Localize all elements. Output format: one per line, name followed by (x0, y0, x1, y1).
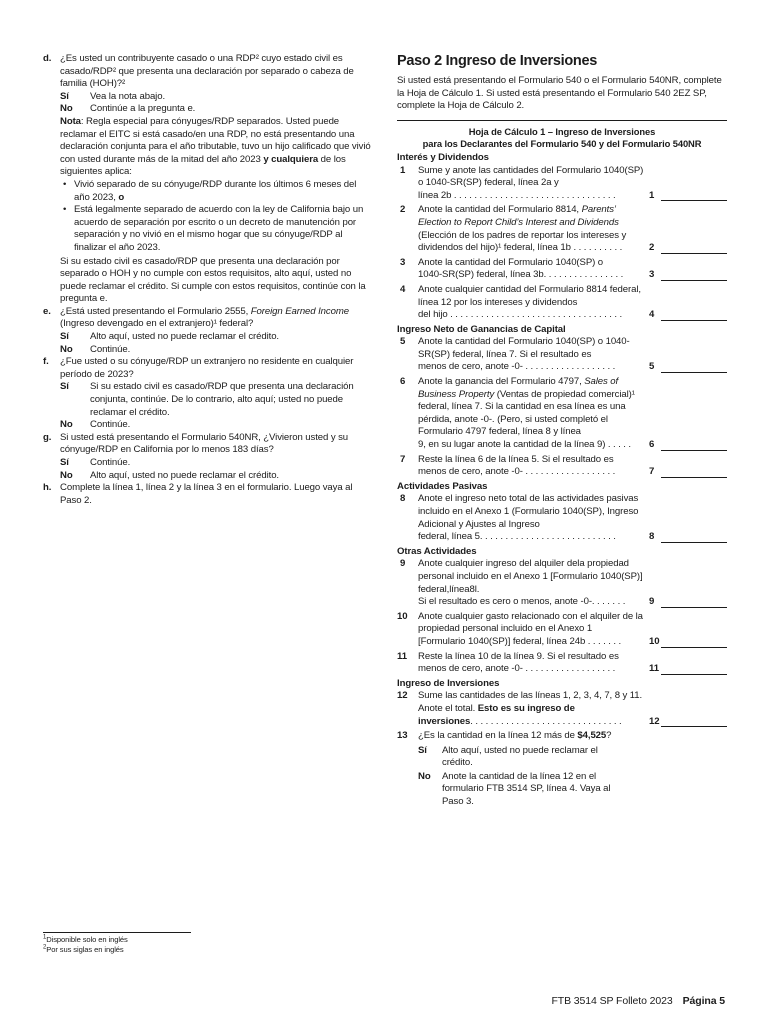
question-label: e. (43, 305, 51, 317)
line-number: 9 (400, 558, 406, 570)
entry-line-number: 1 (649, 189, 655, 201)
entry-field[interactable] (647, 597, 727, 609)
line-number: 11 (397, 650, 407, 662)
footnote-text: Disponible solo en inglés (46, 935, 128, 944)
footnote-1: $^1$Disponible solo en inglés (43, 934, 128, 944)
bullet-emphasis: o (118, 191, 125, 203)
entry-underline (661, 372, 727, 373)
line-text: (Elección de los padres de reportar los intereses y (418, 229, 627, 241)
worksheet-line-2 (397, 204, 727, 254)
entry-line-number: 2 (649, 242, 655, 254)
worksheet-line-7 (397, 454, 727, 479)
worksheet-section-heading: Interés y Dividendos (397, 151, 489, 163)
footnotes (43, 935, 128, 954)
worksheet-line-9 (397, 558, 727, 608)
worksheet-line-13 (397, 730, 727, 743)
leader-dots: . . . . . . . . . . . . . . . . . . . . . . . . . . . . . . (470, 715, 622, 727)
entry-line-number: 8 (649, 531, 655, 543)
answer-text: Si su estado civil es casado/RDP que presenta una declaración conjunta, continúe. De lo contrario, alto aquí; usted no puede reclamar el crédito. (90, 381, 354, 418)
section-heading: Paso 2 Ingreso de Inversiones (397, 53, 598, 69)
line-text: Anote la cantidad del Formulario 1040(SP) o (418, 256, 604, 268)
entry-field[interactable] (647, 310, 727, 322)
question-e (43, 306, 373, 356)
worksheet-section-heading: Ingreso Neto de Ganancias de Capital (397, 323, 566, 335)
question-label: g. (43, 431, 52, 443)
question-label: f. (43, 356, 49, 368)
entry-field[interactable] (647, 716, 727, 728)
right-column (397, 53, 727, 809)
question-label: h. (43, 482, 52, 494)
line-number: 2 (400, 204, 406, 216)
line-text: Anote cualquier ingreso del alquiler dela propiedad personal incluido en el Anexo 1 [Formulario 1040(SP)] federal,línea8l. (418, 558, 643, 595)
question-text: ¿Fue usted o su cónyuge/RDP un extranjero no residente en cualquier período de 2023? (60, 356, 354, 380)
line-text-leader: menos de cero, anote -0- . . . . . . . . . . . . . . . . . . (418, 466, 616, 478)
answer-text: Continúe. (90, 457, 131, 468)
line-text: ? (606, 730, 612, 742)
line-text-leader: dividendos del hijo)¹ federal, línea 1b . . . . . . . . . . (418, 242, 623, 254)
entry-field[interactable] (647, 270, 727, 282)
answer-si (60, 457, 373, 470)
answer-key: No (60, 419, 73, 431)
answer-key: Sí (60, 331, 69, 343)
line-text: Anote cualquier cantidad del Formulario 8814 federal, línea 12 por los intereses y dividendos (418, 283, 641, 308)
entry-field[interactable] (647, 362, 727, 374)
line-text: Sume y anote las cantidades del Formulario 1040(SP) o 1040-SR(SP) federal, línea 2a y (418, 164, 644, 189)
page-footer (551, 995, 725, 1008)
line-number: 8 (400, 493, 406, 505)
worksheet-section-heading: Actividades Pasivas (397, 480, 488, 492)
line-13-answer-no (397, 771, 727, 809)
line-text-leader: menos de cero, anote -0- . . . . . . . . . . . . . . . . . . (418, 361, 616, 373)
question-h (43, 482, 373, 507)
line-text-leader: menos de cero, anote -0- . . . . . . . . . . . . . . . . . . (418, 663, 616, 675)
question-g (43, 432, 373, 482)
line-number: 3 (400, 256, 406, 268)
answer-no (60, 470, 373, 483)
entry-underline (661, 674, 727, 675)
entry-line-number: 11 (649, 663, 659, 675)
entry-underline (661, 320, 727, 321)
special-rule-note (60, 116, 373, 179)
entry-underline (661, 477, 727, 478)
entry-line-number: 4 (649, 309, 655, 321)
worksheet-line-6 (397, 376, 727, 452)
page-number: Página 5 (682, 995, 725, 1007)
line-emphasis: inversiones (418, 715, 471, 727)
entry-line-number: 6 (649, 439, 655, 451)
line-text: ¿Es la cantidad en la línea 12 más de (418, 730, 578, 742)
entry-line-number: 10 (649, 635, 660, 647)
line-number: 4 (400, 283, 406, 295)
question-text: ¿Es usted un contribuyente casado o una RDP² cuyo estado civil es casado/RDP² que presenta una declaración por separado o cabeza de familia (HOH)?² (60, 53, 354, 90)
answer-text: Continúe. (90, 343, 131, 355)
entry-underline (661, 726, 727, 727)
worksheet-title: Hoja de Cálculo 1 – Ingreso de Inversiones (468, 125, 656, 137)
answer-si (60, 331, 373, 344)
line-text: Anote la cantidad del Formulario 1040(SP) o 1040-SR(SP) federal, línea 7. Si el resultado es (418, 336, 630, 360)
bullet-text: Está legalmente separado de acuerdo con la ley de California bajo un acuerdo de separación por escrito o un decreto de manutención por separación y no vivió en el mismo hogar que su cónyuge/RDP al finalizar el año 2023. (74, 204, 364, 253)
entry-field[interactable] (647, 637, 727, 649)
line-number: 1 (400, 164, 406, 176)
question-d (43, 53, 373, 306)
answer-si (60, 91, 373, 104)
answer-key: No (418, 770, 431, 782)
answer-key: Sí (60, 381, 69, 393)
form-identifier: FTB 3514 SP Folleto 2023 (551, 995, 673, 1007)
entry-line-number: 12 (649, 715, 660, 727)
worksheet-line-12 (397, 690, 727, 728)
answer-text: Continúe a la pregunta e. (90, 103, 196, 115)
bullet-text: Vivió separado de su cónyuge/RDP durante los últimos 6 meses del año 2023, (74, 178, 357, 203)
worksheet-line-8 (397, 493, 727, 543)
answer-key: No (60, 343, 73, 355)
answer-key: Sí (60, 457, 69, 468)
line-text-leader: federal, línea 5. . . . . . . . . . . . . . . . . . . . . . . . . . . (418, 531, 616, 543)
line-13-answer-si (397, 745, 727, 770)
requirements-paragraph: Si su estado civil es casado/RDP que presenta una declaración por separado o HOH y no cumple con estos requisitos, alto aquí, usted no puede reclamar el crédito. Si cumple con estos requisitos, continúe con la pregunta e. (60, 255, 366, 305)
note-label: Nota (60, 115, 81, 127)
line-text: Reste la línea 10 de la línea 9. Si el resultado es (418, 650, 619, 662)
question-text-part: (Ingreso devengado en el extranjero)¹ federal? (60, 318, 254, 330)
entry-field[interactable] (647, 467, 727, 479)
bullet-item (60, 179, 373, 204)
entry-underline (661, 607, 727, 608)
line-text-leader: 1040-SR(SP) federal, línea 3b. . . . . . . . . . . . . . . . (418, 269, 624, 281)
entry-underline (661, 647, 727, 648)
entry-underline (661, 280, 727, 281)
worksheet-line-10 (397, 611, 727, 649)
line-number: 13 (397, 730, 408, 742)
entry-line-number: 9 (649, 596, 655, 608)
line-text: Anote la ganancia del Formulario 4797, (418, 376, 585, 388)
form-title: Foreign Earned Income (250, 305, 349, 317)
footnote-text: Por sus siglas en inglés (46, 944, 124, 954)
line-text: Anote la cantidad del Formulario 8814, (418, 204, 582, 216)
question-text-part: ¿Está usted presentando el Formulario 2555, (60, 305, 251, 317)
answer-key: Sí (418, 744, 427, 756)
instruction-text: Complete la línea 1, línea 2 y la línea 3 en el formulario. Luego vaya al Paso 2. (60, 482, 353, 506)
note-text-end: de los siguientes aplica: (60, 153, 346, 178)
answer-no (60, 419, 373, 432)
note-text: : Regla especial para cónyuges/RDP separados. Usted puede reclamar el EITC si está casado/en una RDP, no está presentando una declaración conjunta para el año tributable, tuvo un hijo calificado que vivió con usted durante más de la mitad del año 2023 (60, 115, 371, 165)
line-text-leader: del hijo . . . . . . . . . . . . . . . . . . . . . . . . . . . . . . . . . . (418, 309, 623, 321)
threshold-amount: $4,525 (577, 730, 607, 742)
entry-field[interactable] (647, 664, 727, 676)
worksheet-subtitle: para los Declarantes del Formulario 540 y del Formulario 540NR (422, 138, 702, 150)
line-text: Reste la línea 6 de la línea 5. Si el resultado es (418, 453, 614, 465)
entry-field[interactable] (647, 440, 727, 452)
question-text: Si usted está presentando el Formulario 540NR, ¿Vivieron usted y su cónyuge/RDP en California por lo menos 183 días? (60, 431, 349, 456)
worksheet-section-heading: Ingreso de Inversiones (397, 677, 500, 689)
line-text-leader: Si el resultado es cero o menos, anote -0-. . . . . . . (418, 596, 626, 608)
footnote-divider (43, 932, 191, 933)
answer-text: Alto aquí, usted no puede reclamar el crédito. (442, 744, 598, 769)
entry-line-number: 5 (649, 361, 655, 373)
line-text-leader (418, 716, 647, 729)
line-text: Anote cualquier gasto relacionado con el alquiler de la propiedad personal incluido en el Anexo 1 (418, 610, 643, 635)
line-text-leader: línea 2b . . . . . . . . . . . . . . . . . . . . . . . . . . . . . . . . (418, 189, 616, 201)
answer-key: Sí (60, 90, 69, 102)
left-column (43, 53, 373, 507)
line-number: 5 (400, 336, 406, 348)
form-title: Parents’ Election to Report Child’s Interest and Dividends (418, 204, 619, 228)
line-number: 6 (400, 376, 406, 388)
answer-key: No (60, 469, 73, 481)
worksheet-line-11 (397, 651, 727, 676)
answer-text: Anote la cantidad de la línea 12 en el formulario FTB 3514 SP, línea 4. Vaya al Paso 3. (442, 770, 611, 808)
worksheet-line-1 (397, 165, 727, 203)
entry-underline (661, 253, 727, 254)
worksheet-line-4 (397, 284, 727, 322)
answer-no (60, 103, 373, 116)
answer-si (60, 381, 373, 419)
answer-key: No (60, 103, 73, 115)
line-number: 12 (397, 690, 408, 702)
answer-text: Vea la nota abajo. (90, 90, 166, 102)
bullet-item (60, 204, 373, 254)
note-emphasis: y cualquiera (263, 153, 319, 165)
question-label: d. (43, 53, 52, 64)
answer-text: Alto aquí, usted no puede reclamar el crédito. (90, 469, 279, 481)
entry-underline (661, 450, 727, 451)
line-text-leader: 9, en su lugar anote la cantidad de la línea 9) . . . . . (418, 439, 631, 451)
entry-field[interactable] (647, 243, 727, 255)
form-title: Sales of Business Property (418, 376, 619, 400)
entry-line-number: 7 (649, 466, 655, 478)
entry-underline (661, 542, 727, 543)
answer-text: Alto aquí, usted no puede reclamar el crédito. (90, 331, 279, 343)
line-number: 7 (400, 453, 406, 465)
line-text: (Ventas de propiedad comercial)¹ federal, línea 7. Si la cantidad en esa línea es una pérdida, anote -0-. (Pero, si usted completó el Formulario 4797 federal, línea 8 y línea (418, 388, 635, 438)
line-text: Sume las cantidades de las líneas 1, 2, 3, 4, 7, 8 y 11. Anote el total. (418, 690, 643, 714)
entry-field[interactable] (647, 532, 727, 544)
answer-text: Continúe. (90, 419, 131, 431)
section-intro: Si usted está presentando el Formulario 540 o el Formulario 540NR, complete la Hoja de Cálculo 1. Si usted está presentando el Formulario 540 2EZ SP, complete la Hoja de Cálculo 2. (397, 75, 722, 112)
entry-field[interactable] (647, 190, 727, 202)
question-f (43, 356, 373, 432)
line-text-leader: [Formulario 1040(SP)] federal, línea 24b . . . . . . . (418, 635, 622, 647)
worksheet-line-3 (397, 257, 727, 282)
worksheet-1 (397, 120, 727, 809)
worksheet-section-heading: Otras Actividades (397, 545, 477, 557)
question-text (60, 306, 373, 331)
worksheet-line-5 (397, 336, 727, 374)
line-text: Anote el ingreso neto total de las actividades pasivas incluido en el Anexo 1 (Formulario 1040(SP), Ingreso Adicional y Ajustes al Ingreso (418, 493, 639, 530)
entry-line-number: 3 (649, 269, 655, 281)
line-number: 10 (397, 610, 408, 622)
footnote-2: $^2$Por sus siglas en inglés (43, 944, 124, 954)
entry-underline (661, 200, 727, 201)
answer-no (60, 344, 373, 357)
line-emphasis: Esto es su ingreso de (477, 702, 575, 714)
